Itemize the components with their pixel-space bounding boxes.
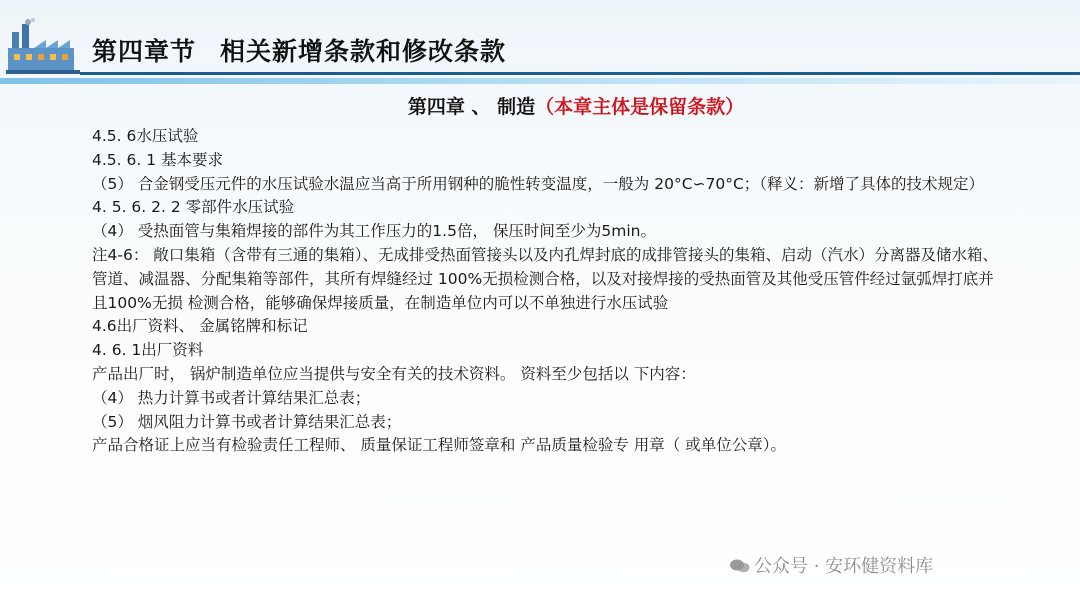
- clause-subheading: 4.5. 6. 1 基本要求: [92, 150, 224, 169]
- chapter-title: 第四章 、 制造: [407, 96, 536, 118]
- clause-subheading: 4. 5. 6. 2. 2 零部件水压试验: [92, 198, 295, 217]
- clause-text: 产品合格证上应当有检验责任工程师、 质量保证工程师签章和 产品质量检验专 用章（ 或单位公章）。: [92, 436, 786, 455]
- clause-subheading: 4. 6. 1出厂资料: [92, 341, 204, 360]
- section-label: 第四章节: [92, 37, 197, 66]
- slide-header: [0, 0, 1080, 86]
- clause-text: 产品出厂时， 锅炉制造单位应当提供与安全有关的技术资料。 资料至少包括以 下内容：: [92, 364, 696, 383]
- factory-icon: [6, 18, 80, 78]
- wechat-icon: [730, 559, 750, 573]
- clause-text: （5） 合金钢受压元件的水压试验水温应当高于所用钢种的脆性转变温度，一般为 20°C∽70°C；（释义：新增了具体的技术规定）: [92, 174, 985, 193]
- watermark: [730, 552, 933, 578]
- watermark-text: 公众号 · 安环健资料库: [754, 556, 934, 577]
- list-item: （4） 热力计算书或者计算结果汇总表；: [92, 388, 371, 407]
- clause-text: （4） 受热面管与集箱焊接的部件为其工作压力的1.5倍， 保压时间至少为5min。: [92, 222, 656, 241]
- page-title: [92, 32, 506, 68]
- clause-heading: 4.6出厂资料、 金属铭牌和标记: [92, 317, 308, 336]
- section-title: 相关新增条款和修改条款: [220, 37, 507, 66]
- header-divider: [80, 72, 1080, 75]
- note-text: 注4-6： 敞口集箱（含带有三通的集箱）、无成排受热面管接头以及内孔焊封底的成排管接头的集箱、启动（汽水）分离器及储水箱、管道、减温器、分配集箱等部件，其所有焊缝经过 100%无损检测合格，以及对接焊接的受热面管及其他受压管件经过氩弧焊打底并且100%无损 检测合格，能够确保焊接质量，在制造单位内可以不单独进行水压试验: [92, 245, 998, 312]
- list-item: （5） 烟风阻力计算书或者计算结果汇总表；: [92, 412, 402, 431]
- chapter-note: （本章主体是保留条款）: [535, 96, 745, 118]
- chapter-heading: [152, 92, 1000, 122]
- header-band: [0, 78, 1080, 84]
- clause-heading: 4.5. 6水压试验: [92, 127, 199, 145]
- slide-body: [92, 92, 1000, 458]
